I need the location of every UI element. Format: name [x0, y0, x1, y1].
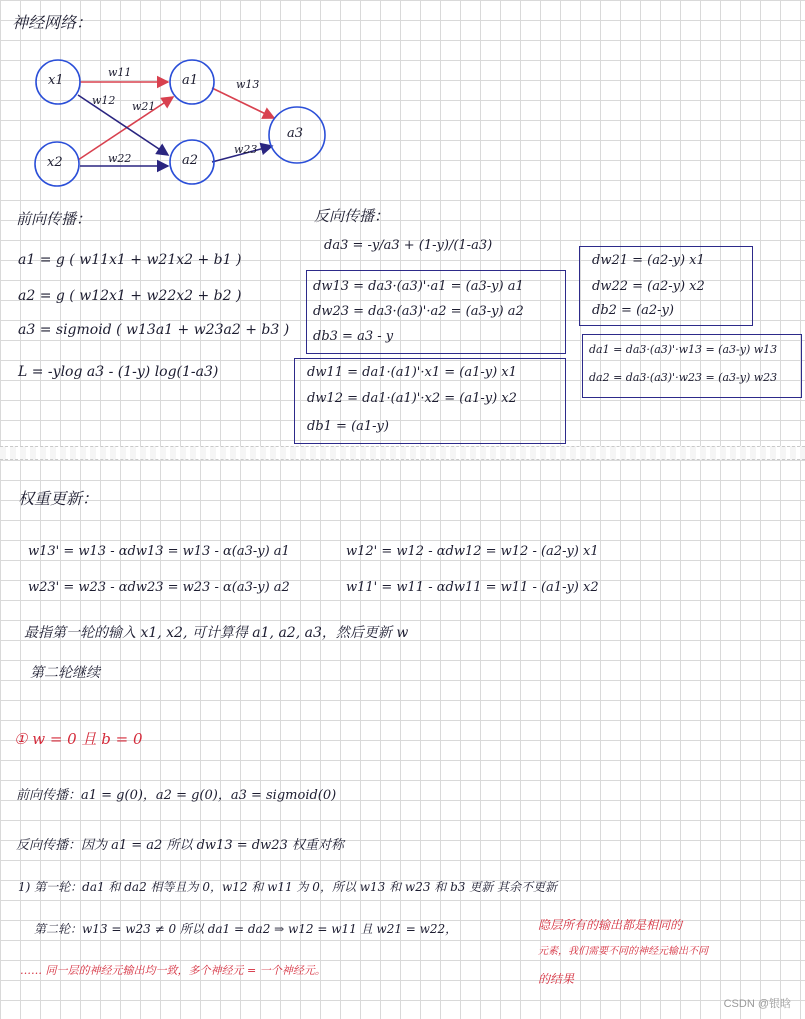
gradient-box-hidden2 — [579, 246, 753, 326]
neural-network-diagram — [0, 0, 805, 200]
edge-w22-label: w22 — [108, 152, 132, 165]
forward-line-1: a1 = g ( w11x1 + w21x2 + b1 ) — [18, 252, 242, 268]
box3-line-1: dw21 = (a2-y) x1 — [592, 253, 705, 268]
watermark: CSDN @银晗 — [723, 998, 791, 1010]
case-forward: 前向传播：a1 = g(0)，a2 = g(0)，a3 = sigmoid(0) — [16, 788, 337, 803]
backward-da3: da3 = -y/a3 + (1-y)/(1-a3) — [324, 238, 493, 253]
node-a3-label: a3 — [287, 126, 304, 141]
box4-line-2: da2 = da3·(a3)'·w23 = (a3-y) w23 — [589, 371, 778, 384]
update-line-4: w11' = w11 - αdw11 = w11 - (a1-y) x2 — [346, 580, 599, 595]
box3-line-3: db2 = (a2-y) — [592, 303, 674, 318]
update-line-3: w12' = w12 - αdw12 = w12 - (a2-y) x1 — [346, 544, 599, 559]
forward-line-2: a2 = g ( w12x1 + w22x2 + b2 ) — [18, 288, 242, 304]
box1-line-3: db3 = a3 - y — [313, 329, 394, 344]
box1-line-2: dw23 = da3·(a3)'·a2 = (a3-y) a2 — [313, 304, 524, 319]
case-round-2: 第二轮：w13 = w23 ≠ 0 所以 da1 = da2 ⇒ w12 = w11 且 w21 = w22， — [34, 922, 458, 936]
update-line-1: w13' = w13 - αdw13 = w13 - α(a3-y) a1 — [28, 544, 290, 559]
edge-w13 — [212, 88, 274, 118]
forward-line-3: a3 = sigmoid ( w13a1 + w23a2 + b3 ) — [18, 322, 290, 338]
page-title: 神经网络： — [12, 13, 93, 32]
gradient-box-output — [306, 270, 566, 354]
box2-line-2: dw12 = da1·(a1)'·x2 = (a1-y) x2 — [307, 391, 517, 406]
edge-w13-label: w13 — [236, 78, 260, 91]
update-note-2: 第二轮继续 — [30, 665, 100, 681]
box2-line-3: db1 = (a1-y) — [307, 419, 389, 434]
edge-w12-label: w12 — [92, 94, 116, 107]
edge-w21-label: w21 — [132, 100, 156, 113]
gradient-box-hidden1 — [294, 358, 566, 444]
box1-line-1: dw13 = da3·(a3)'·a1 = (a3-y) a1 — [313, 279, 524, 294]
update-line-2: w23' = w23 - αdw23 = w23 - α(a3-y) a2 — [28, 580, 290, 595]
node-x2-label: x2 — [47, 155, 63, 170]
case-red-bottom: …… 同一层的神经元输出均一致，多个神经元 = 一个神经元。 — [20, 964, 326, 977]
update-note-1: 最指第一轮的输入 x1, x2, 可计算得 a1, a2, a3，然后更新 w — [24, 625, 409, 641]
backward-title: 反向传播： — [314, 207, 390, 225]
box3-line-2: dw22 = (a2-y) x2 — [592, 279, 705, 294]
edge-w11-label: w11 — [108, 66, 132, 79]
case-red-right-1: 隐层所有的输出都是相同的 — [538, 918, 683, 932]
case-red-right-3: 的结果 — [538, 972, 575, 986]
case-red-right-2: 元素，我们需要不同的神经元输出不同 — [538, 946, 708, 957]
box4-line-1: da1 = da3·(a3)'·w13 = (a3-y) w13 — [589, 343, 778, 356]
forward-title: 前向传播： — [16, 210, 92, 228]
node-a2-label: a2 — [182, 153, 199, 168]
node-x1-label: x1 — [48, 73, 64, 88]
update-title: 权重更新： — [18, 489, 99, 508]
case-label: ① w = 0 且 b = 0 — [14, 730, 143, 748]
case-backward: 反向传播：因为 a1 = a2 所以 dw13 = dw23 权重对称 — [16, 838, 344, 853]
edge-w23-label: w23 — [234, 143, 258, 156]
case-round-1: 1) 第一轮：da1 和 da2 相等且为 0，w12 和 w11 为 0，所以 w13 和 w23 和 b3 更新 其余不更新 — [18, 880, 558, 894]
page-break — [0, 446, 805, 460]
forward-line-4: L = -ylog a3 - (1-y) log(1-a3) — [18, 364, 219, 380]
gradient-box-da — [582, 334, 802, 398]
box2-line-1: dw11 = da1·(a1)'·x1 = (a1-y) x1 — [307, 365, 517, 380]
node-a1-label: a1 — [182, 73, 199, 88]
